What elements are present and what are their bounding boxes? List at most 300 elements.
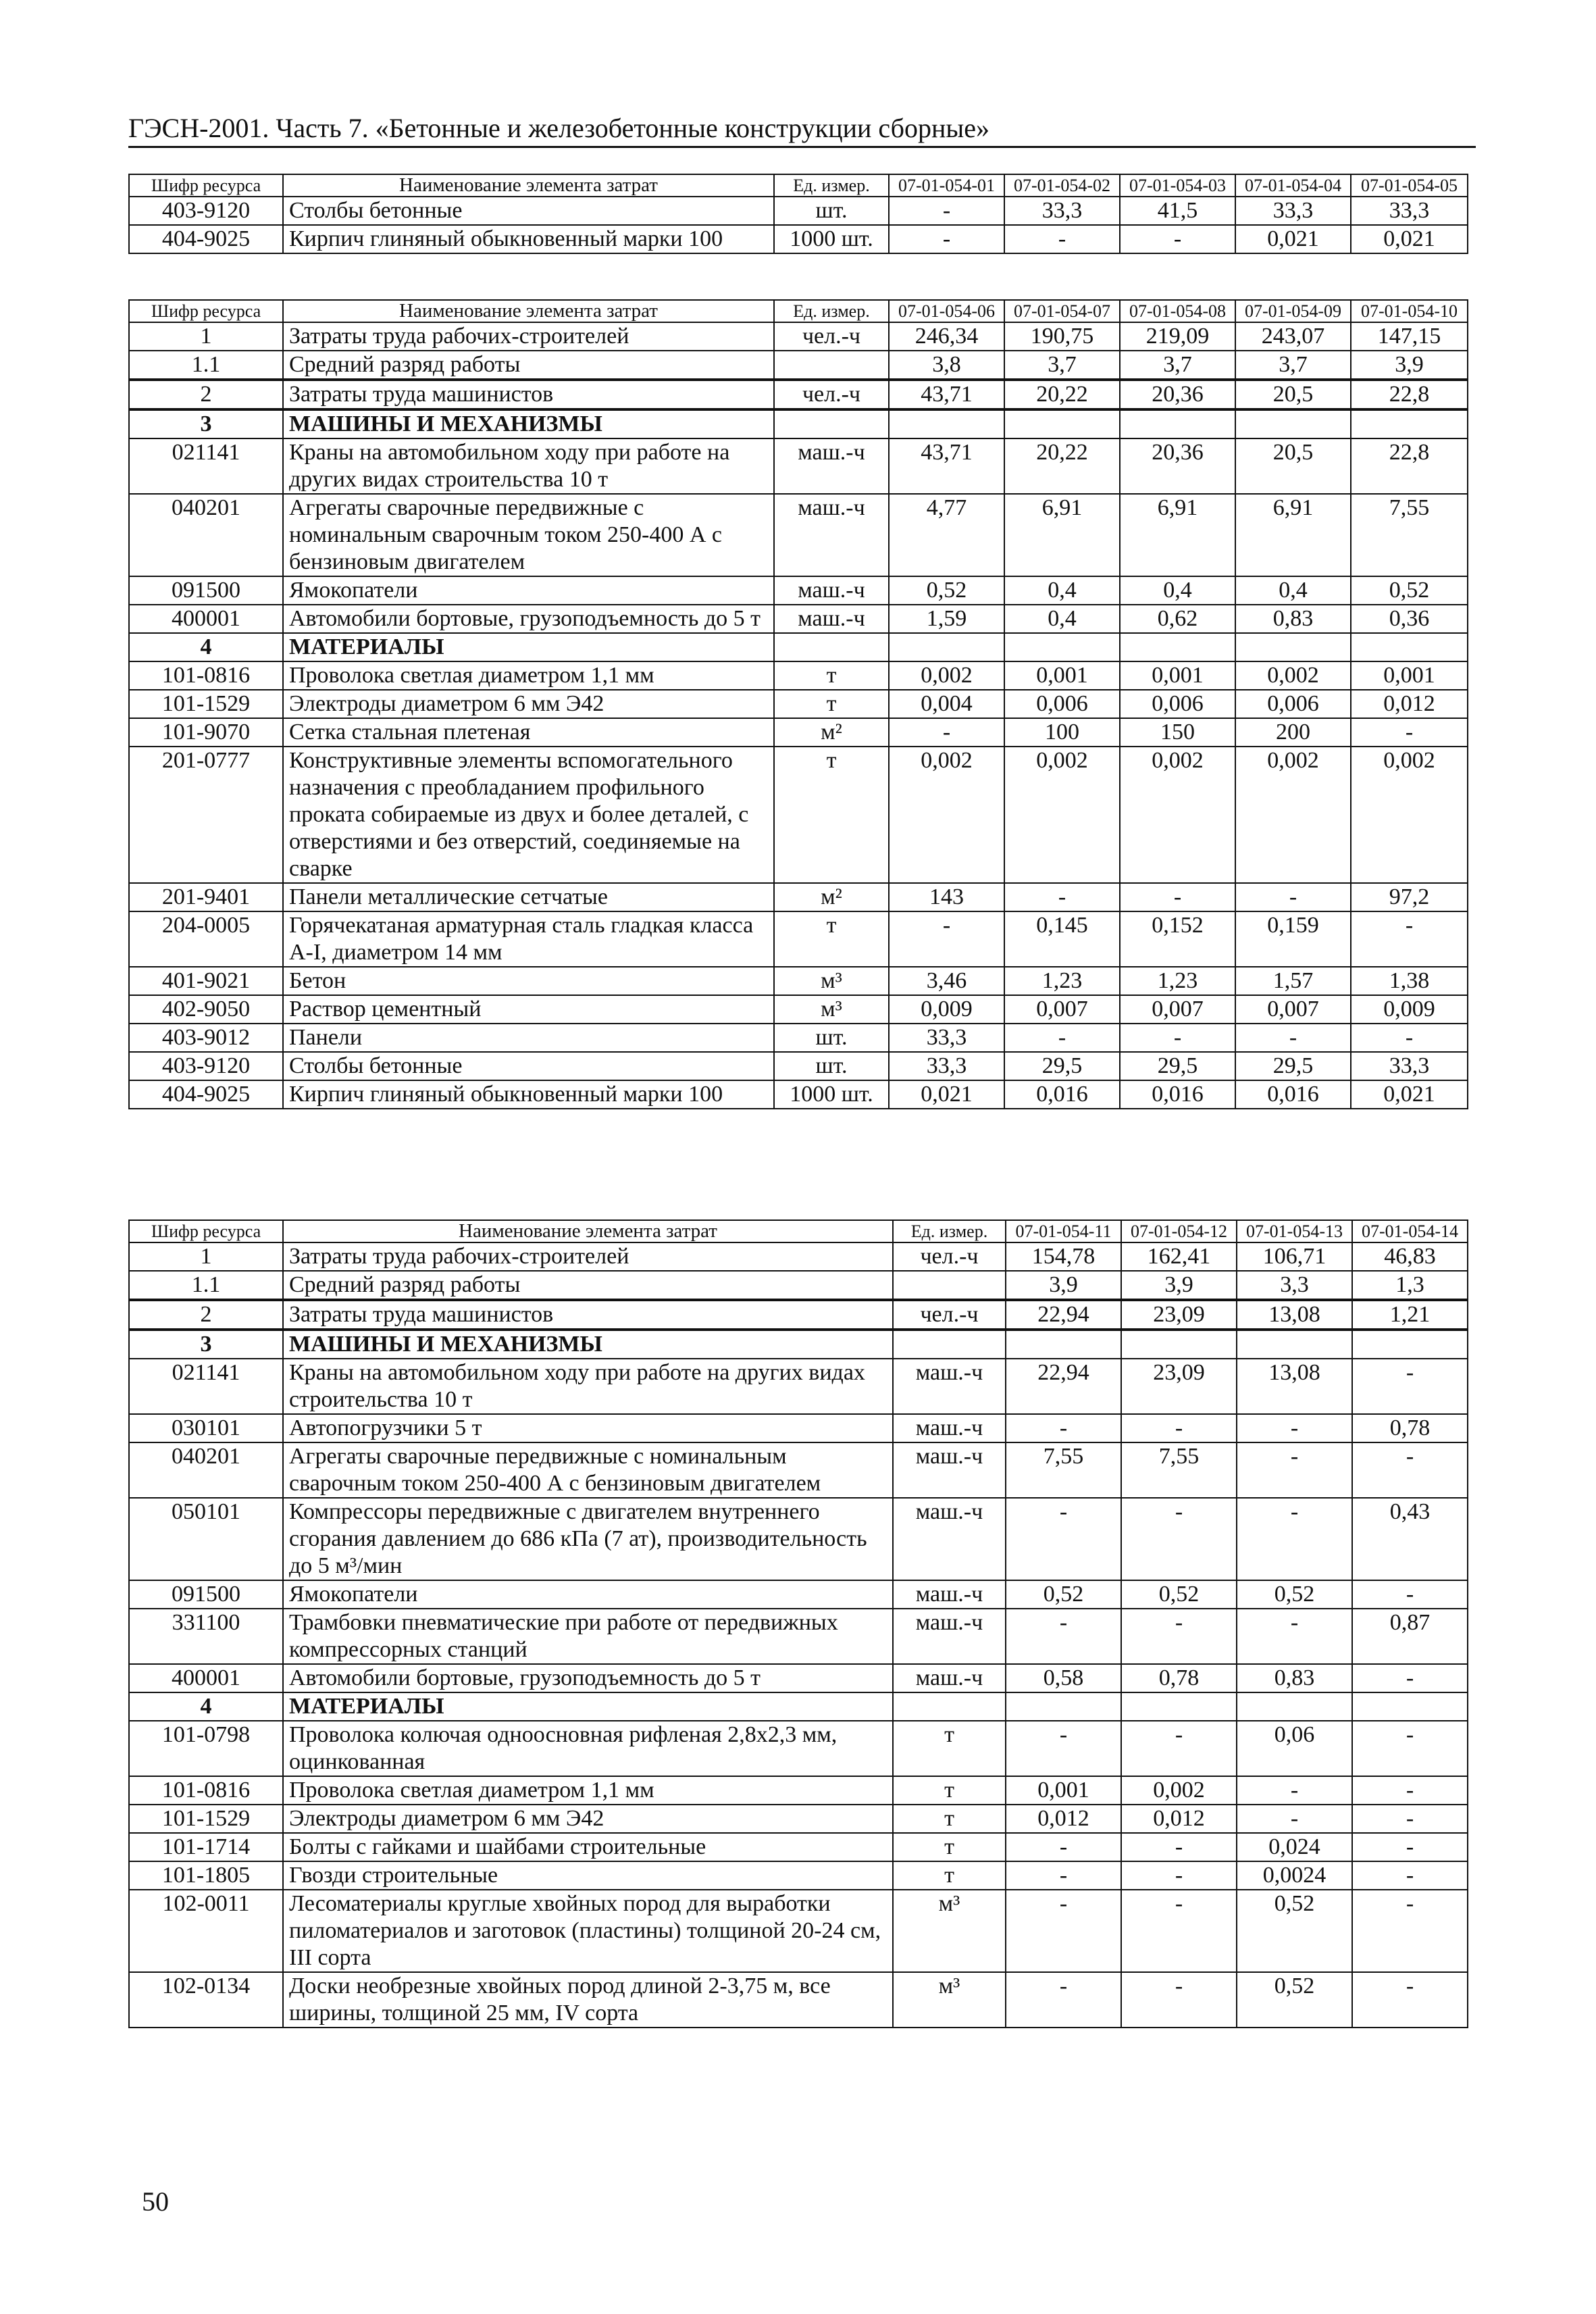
cell-name: Конструктивные элементы вспомогательного назначения с преобладанием профильного проката собираемые из двух и более деталей, с отверстиями и без отверстий, соединяемые на сварке [283, 747, 774, 883]
cell-name: Краны на автомобильном ходу при работе на других видах строительства 10 т [283, 438, 774, 494]
cell-value: - [1121, 1972, 1237, 2028]
cell-value: 0,006 [1235, 690, 1351, 718]
cell-value: - [1352, 1442, 1468, 1498]
col-header-value: 07-01-054-12 [1121, 1220, 1237, 1242]
cell-value: 3,7 [1235, 351, 1351, 380]
cell-value: - [1006, 1721, 1121, 1776]
cell-value: 0,78 [1352, 1414, 1468, 1442]
cell-unit: т [893, 1721, 1006, 1776]
page-number: 50 [142, 2186, 169, 2217]
cell-value: 0,62 [1120, 605, 1235, 633]
col-header-value: 07-01-054-14 [1352, 1220, 1468, 1242]
table-row [129, 1664, 1468, 1692]
cell-name: Ямокопатели [283, 576, 774, 605]
cell-value: - [1235, 883, 1351, 911]
cell-unit: т [774, 661, 889, 690]
cell-code: 101-0816 [129, 661, 283, 690]
cell-value: - [1351, 718, 1468, 747]
cell-value: - [1235, 1024, 1351, 1052]
cell-value: 1,3 [1352, 1271, 1468, 1300]
col-header-code: Шифр ресурса [129, 174, 283, 197]
cell-value: 3,9 [1006, 1271, 1121, 1300]
cell-code: 1 [129, 322, 283, 351]
cell-value: - [1006, 1861, 1121, 1890]
cell-value: 1,23 [1004, 967, 1120, 995]
cell-value [1121, 1330, 1237, 1359]
cell-value: 0,152 [1120, 911, 1235, 967]
cell-value: - [1352, 1861, 1468, 1890]
col-header-name: Наименование элемента затрат [283, 300, 774, 322]
cell-value: 0,006 [1120, 690, 1235, 718]
cell-value: - [1006, 1609, 1121, 1664]
table-row [129, 409, 1468, 438]
cell-value: 0,002 [889, 661, 1004, 690]
col-header-name: Наименование элемента затрат [283, 1220, 893, 1242]
cell-value [1006, 1330, 1121, 1359]
cell-value: 20,22 [1004, 438, 1120, 494]
cell-value: 1,57 [1235, 967, 1351, 995]
cell-value: 3,9 [1121, 1271, 1237, 1300]
col-header-value: 07-01-054-01 [889, 174, 1004, 197]
cell-unit: маш.-ч [893, 1359, 1006, 1414]
cell-unit: т [893, 1805, 1006, 1833]
cell-value: - [1237, 1498, 1352, 1580]
cell-name: МАТЕРИАЛЫ [283, 633, 774, 661]
cell-value: 0,4 [1004, 605, 1120, 633]
cell-value: 1,23 [1120, 967, 1235, 995]
cell-value [1120, 633, 1235, 661]
cell-value: - [1237, 1414, 1352, 1442]
cell-value: 7,55 [1351, 494, 1468, 576]
col-header-value: 07-01-054-09 [1235, 300, 1351, 322]
cell-value: 0,78 [1121, 1664, 1237, 1692]
cell-unit: м² [774, 883, 889, 911]
cell-code: 4 [129, 1692, 283, 1721]
cell-value: 0,52 [1237, 1972, 1352, 2028]
cell-name: Агрегаты сварочные передвижные с номинальным сварочным током 250-400 А с бензиновым двигателем [283, 494, 774, 576]
cell-code: 021141 [129, 1359, 283, 1414]
cell-value: - [1121, 1721, 1237, 1776]
cell-code: 3 [129, 409, 283, 438]
cell-value: 0,4 [1235, 576, 1351, 605]
cell-unit: чел.-ч [893, 1300, 1006, 1330]
cell-value: - [1351, 911, 1468, 967]
cell-name: МАШИНЫ И МЕХАНИЗМЫ [283, 409, 774, 438]
cell-value: - [1352, 1721, 1468, 1776]
cell-name: Затраты труда рабочих-строителей [283, 322, 774, 351]
cell-value: 0,002 [1004, 747, 1120, 883]
cell-value: 20,22 [1004, 380, 1120, 409]
table-row [129, 438, 1468, 494]
cell-code: 101-1714 [129, 1833, 283, 1861]
table-row [129, 1692, 1468, 1721]
cell-value: 6,91 [1120, 494, 1235, 576]
cell-code: 204-0005 [129, 911, 283, 967]
table-row [129, 718, 1468, 747]
col-header-name: Наименование элемента затрат [283, 174, 774, 197]
table-row [129, 1833, 1468, 1861]
header-row [129, 300, 1468, 322]
cell-value: 13,08 [1237, 1359, 1352, 1414]
col-header-code: Шифр ресурса [129, 1220, 283, 1242]
cell-unit: т [774, 747, 889, 883]
cell-value: 3,3 [1237, 1271, 1352, 1300]
cell-unit [893, 1271, 1006, 1300]
cell-name: Столбы бетонные [283, 1052, 774, 1080]
table-row [129, 747, 1468, 883]
cell-code: 102-0011 [129, 1890, 283, 1972]
cell-value: 0,001 [1120, 661, 1235, 690]
cell-value: 46,83 [1352, 1242, 1468, 1271]
cell-value: 0,83 [1235, 605, 1351, 633]
cell-value: 22,94 [1006, 1300, 1121, 1330]
cell-value: - [1352, 1890, 1468, 1972]
cell-unit: т [774, 690, 889, 718]
cell-value: 0,021 [1351, 225, 1468, 253]
table-row [129, 1359, 1468, 1414]
cell-value: - [1006, 1414, 1121, 1442]
cell-value: 0,007 [1004, 995, 1120, 1024]
cell-value: 147,15 [1351, 322, 1468, 351]
cell-value: 0,012 [1121, 1805, 1237, 1833]
table-row [129, 1580, 1468, 1609]
cell-name: Ямокопатели [283, 1580, 893, 1609]
col-header-value: 07-01-054-05 [1351, 174, 1468, 197]
cell-unit: м³ [893, 1890, 1006, 1972]
cell-value: 0,52 [1006, 1580, 1121, 1609]
cell-value [1004, 409, 1120, 438]
cell-unit: т [893, 1833, 1006, 1861]
cell-value: - [1237, 1609, 1352, 1664]
table-row [129, 1972, 1468, 2028]
cell-value [1351, 633, 1468, 661]
cell-value: 3,9 [1351, 351, 1468, 380]
cell-value: 0,001 [1006, 1776, 1121, 1805]
col-header-value: 07-01-054-07 [1004, 300, 1120, 322]
cell-unit: м³ [893, 1972, 1006, 2028]
cell-unit: 1000 шт. [774, 1080, 889, 1109]
cell-value: 33,3 [1351, 197, 1468, 225]
table-row [129, 1890, 1468, 1972]
cell-unit: маш.-ч [774, 494, 889, 576]
table-row [129, 1442, 1468, 1498]
cell-unit: м³ [774, 995, 889, 1024]
cell-value: - [1351, 1024, 1468, 1052]
table-row [129, 911, 1468, 967]
cell-value [1237, 1692, 1352, 1721]
cell-code: 331100 [129, 1609, 283, 1664]
cell-value: 0,009 [889, 995, 1004, 1024]
cell-value: 0,06 [1237, 1721, 1352, 1776]
cell-value: 143 [889, 883, 1004, 911]
cell-value: 0,83 [1237, 1664, 1352, 1692]
table-row [129, 1024, 1468, 1052]
cell-value: - [1237, 1805, 1352, 1833]
table-row [129, 1861, 1468, 1890]
cell-value: 0,002 [1120, 747, 1235, 883]
cell-code: 030101 [129, 1414, 283, 1442]
table-row [129, 380, 1468, 409]
cell-code: 101-9070 [129, 718, 283, 747]
table-row [129, 1721, 1468, 1776]
cell-value: - [1121, 1890, 1237, 1972]
cell-value [1004, 633, 1120, 661]
cell-value: 0,012 [1006, 1805, 1121, 1833]
cell-value: 3,7 [1120, 351, 1235, 380]
cell-value: 7,55 [1121, 1442, 1237, 1498]
cell-value: 0,52 [1237, 1890, 1352, 1972]
cell-name: Панели металлические сетчатые [283, 883, 774, 911]
cell-name: Проволока колючая одноосновная рифленая 2,8х2,3 мм, оцинкованная [283, 1721, 893, 1776]
cell-value: 20,5 [1235, 438, 1351, 494]
cell-code: 403-9120 [129, 1052, 283, 1080]
cell-value: 154,78 [1006, 1242, 1121, 1271]
cell-value: 0,012 [1351, 690, 1468, 718]
cell-value: 106,71 [1237, 1242, 1352, 1271]
cell-code: 404-9025 [129, 225, 283, 253]
cell-name: Болты с гайками и шайбами строительные [283, 1833, 893, 1861]
cell-value: 23,09 [1121, 1300, 1237, 1330]
cell-value: 0,58 [1006, 1664, 1121, 1692]
cell-code: 101-0798 [129, 1721, 283, 1776]
cell-value: 3,8 [889, 351, 1004, 380]
cell-value: 3,7 [1004, 351, 1120, 380]
cell-value: 0,016 [1235, 1080, 1351, 1109]
cell-value: 20,36 [1120, 380, 1235, 409]
cell-value: - [1352, 1833, 1468, 1861]
cell-value: 0,87 [1352, 1609, 1468, 1664]
cell-unit [893, 1330, 1006, 1359]
cell-value [1237, 1330, 1352, 1359]
cell-unit: маш.-ч [893, 1609, 1006, 1664]
cell-value: - [1006, 1498, 1121, 1580]
cell-value: 0,002 [1121, 1776, 1237, 1805]
cell-value: 29,5 [1120, 1052, 1235, 1080]
cell-value: 0,002 [1235, 747, 1351, 883]
cell-value: - [1237, 1776, 1352, 1805]
cell-value [1235, 409, 1351, 438]
cell-name: Панели [283, 1024, 774, 1052]
cell-code: 403-9120 [129, 197, 283, 225]
cell-value: 0,52 [1121, 1580, 1237, 1609]
cell-value: 0,006 [1004, 690, 1120, 718]
cell-value: 0,52 [889, 576, 1004, 605]
cell-unit: маш.-ч [774, 438, 889, 494]
cell-value: 0,4 [1120, 576, 1235, 605]
col-header-unit: Ед. измер. [893, 1220, 1006, 1242]
table-row [129, 633, 1468, 661]
cell-value: - [1121, 1609, 1237, 1664]
cell-value: 246,34 [889, 322, 1004, 351]
cell-value: 0,021 [889, 1080, 1004, 1109]
cell-value: - [1121, 1833, 1237, 1861]
cell-unit [774, 409, 889, 438]
cell-value: 4,77 [889, 494, 1004, 576]
cell-value: 6,91 [1235, 494, 1351, 576]
cell-value: 0,4 [1004, 576, 1120, 605]
table-row [129, 576, 1468, 605]
cell-value: 33,3 [889, 1052, 1004, 1080]
cell-name: Средний разряд работы [283, 1271, 893, 1300]
cell-value: - [1237, 1442, 1352, 1498]
col-header-value: 07-01-054-04 [1235, 174, 1351, 197]
cell-value: - [1121, 1861, 1237, 1890]
table-row [129, 1242, 1468, 1271]
cell-unit: маш.-ч [893, 1442, 1006, 1498]
col-header-unit: Ед. измер. [774, 300, 889, 322]
cell-name: Горячекатаная арматурная сталь гладкая класса А-I, диаметром 14 мм [283, 911, 774, 967]
cell-code: 040201 [129, 494, 283, 576]
cell-name: Проволока светлая диаметром 1,1 мм [283, 1776, 893, 1805]
cell-value: - [1006, 1890, 1121, 1972]
cell-value: 43,71 [889, 380, 1004, 409]
cell-value: 1,21 [1352, 1300, 1468, 1330]
cell-value: - [1352, 1805, 1468, 1833]
cell-value: 0,021 [1235, 225, 1351, 253]
cell-name: Сетка стальная плетеная [283, 718, 774, 747]
cell-value: 0,002 [1351, 747, 1468, 883]
cell-code: 400001 [129, 1664, 283, 1692]
cell-value: 33,3 [1351, 1052, 1468, 1080]
cell-value: 0,007 [1120, 995, 1235, 1024]
cell-value: 22,8 [1351, 438, 1468, 494]
cell-name: Электроды диаметром 6 мм Э42 [283, 690, 774, 718]
cell-value: 219,09 [1120, 322, 1235, 351]
col-header-value: 07-01-054-13 [1237, 1220, 1352, 1242]
cell-value: 0,001 [1351, 661, 1468, 690]
cell-code: 101-0816 [129, 1776, 283, 1805]
cell-value: 0,004 [889, 690, 1004, 718]
cell-value [889, 633, 1004, 661]
table-row [129, 1498, 1468, 1580]
cell-unit: шт. [774, 1052, 889, 1080]
cell-unit: маш.-ч [893, 1498, 1006, 1580]
cell-value: 7,55 [1006, 1442, 1121, 1498]
cell-value: 41,5 [1120, 197, 1235, 225]
cell-value: 0,0024 [1237, 1861, 1352, 1890]
cell-value: 0,002 [1235, 661, 1351, 690]
cell-code: 2 [129, 380, 283, 409]
col-header-value: 07-01-054-06 [889, 300, 1004, 322]
cell-value [889, 409, 1004, 438]
cell-value: - [1004, 883, 1120, 911]
cell-value: 20,5 [1235, 380, 1351, 409]
cell-value [1120, 409, 1235, 438]
cell-value: 22,8 [1351, 380, 1468, 409]
table-row [129, 690, 1468, 718]
col-header-value: 07-01-054-10 [1351, 300, 1468, 322]
cell-value: - [1352, 1664, 1468, 1692]
cell-value: - [1006, 1833, 1121, 1861]
cell-value: 20,36 [1120, 438, 1235, 494]
cell-value: 200 [1235, 718, 1351, 747]
table-row [129, 1609, 1468, 1664]
cell-unit: 1000 шт. [774, 225, 889, 253]
cell-unit: маш.-ч [893, 1580, 1006, 1609]
cell-value: 0,52 [1237, 1580, 1352, 1609]
cell-unit: м² [774, 718, 889, 747]
cell-code: 101-1529 [129, 690, 283, 718]
header-row [129, 174, 1468, 197]
table-row [129, 661, 1468, 690]
cell-code: 2 [129, 1300, 283, 1330]
table-row [129, 1052, 1468, 1080]
resource-table-1 [128, 174, 1468, 254]
header-row [129, 1220, 1468, 1242]
cell-unit: т [893, 1776, 1006, 1805]
cell-value: 0,021 [1351, 1080, 1468, 1109]
cell-value: 6,91 [1004, 494, 1120, 576]
cell-unit: м³ [774, 967, 889, 995]
resource-table-2 [128, 299, 1468, 1109]
cell-unit: маш.-ч [893, 1414, 1006, 1442]
cell-code: 1.1 [129, 1271, 283, 1300]
cell-name: Лесоматериалы круглые хвойных пород для выработки пиломатериалов и заготовок (пластины) толщиной 20-24 см, III сорта [283, 1890, 893, 1972]
cell-value: 162,41 [1121, 1242, 1237, 1271]
cell-name: Компрессоры передвижные с двигателем внутреннего сгорания давлением до 686 кПа (7 ат), производительность до 5 м³/мин [283, 1498, 893, 1580]
cell-value: - [1352, 1776, 1468, 1805]
cell-code: 403-9012 [129, 1024, 283, 1052]
cell-code: 102-0134 [129, 1972, 283, 2028]
cell-name: Столбы бетонные [283, 197, 774, 225]
cell-name: Агрегаты сварочные передвижные с номинальным сварочным током 250-400 А с бензиновым двигателем [283, 1442, 893, 1498]
col-header-value: 07-01-054-08 [1120, 300, 1235, 322]
table-row [129, 1776, 1468, 1805]
cell-name: Электроды диаметром 6 мм Э42 [283, 1805, 893, 1833]
cell-unit [774, 351, 889, 380]
cell-code: 201-0777 [129, 747, 283, 883]
cell-value: 0,001 [1004, 661, 1120, 690]
cell-unit [893, 1692, 1006, 1721]
cell-value: 0,016 [1120, 1080, 1235, 1109]
cell-value [1351, 409, 1468, 438]
col-header-value: 07-01-054-02 [1004, 174, 1120, 197]
cell-code: 400001 [129, 605, 283, 633]
table-row [129, 605, 1468, 633]
cell-value: 150 [1120, 718, 1235, 747]
cell-unit: т [774, 911, 889, 967]
cell-value: 0,145 [1004, 911, 1120, 967]
cell-value: - [889, 225, 1004, 253]
cell-value: - [1006, 1972, 1121, 2028]
cell-unit: чел.-ч [893, 1242, 1006, 1271]
cell-value: 22,94 [1006, 1359, 1121, 1414]
cell-value: 1,59 [889, 605, 1004, 633]
cell-value: 23,09 [1121, 1359, 1237, 1414]
cell-value: - [1004, 225, 1120, 253]
cell-value [1352, 1330, 1468, 1359]
cell-code: 1 [129, 1242, 283, 1271]
cell-name: Затраты труда рабочих-строителей [283, 1242, 893, 1271]
cell-value: 1,38 [1351, 967, 1468, 995]
cell-unit: маш.-ч [774, 576, 889, 605]
cell-value: 33,3 [889, 1024, 1004, 1052]
cell-value: - [1120, 883, 1235, 911]
cell-unit: маш.-ч [893, 1664, 1006, 1692]
cell-name: Автомобили бортовые, грузоподъемность до 5 т [283, 605, 774, 633]
cell-value: - [1121, 1414, 1237, 1442]
cell-name: МАШИНЫ И МЕХАНИЗМЫ [283, 1330, 893, 1359]
cell-value: 33,3 [1235, 197, 1351, 225]
cell-value: - [1352, 1359, 1468, 1414]
cell-name: Кирпич глиняный обыкновенный марки 100 [283, 1080, 774, 1109]
col-header-value: 07-01-054-11 [1006, 1220, 1121, 1242]
cell-value: - [1004, 1024, 1120, 1052]
table-row [129, 1271, 1468, 1300]
cell-name: Автомобили бортовые, грузоподъемность до 5 т [283, 1664, 893, 1692]
cell-value: 0,024 [1237, 1833, 1352, 1861]
cell-name: Средний разряд работы [283, 351, 774, 380]
